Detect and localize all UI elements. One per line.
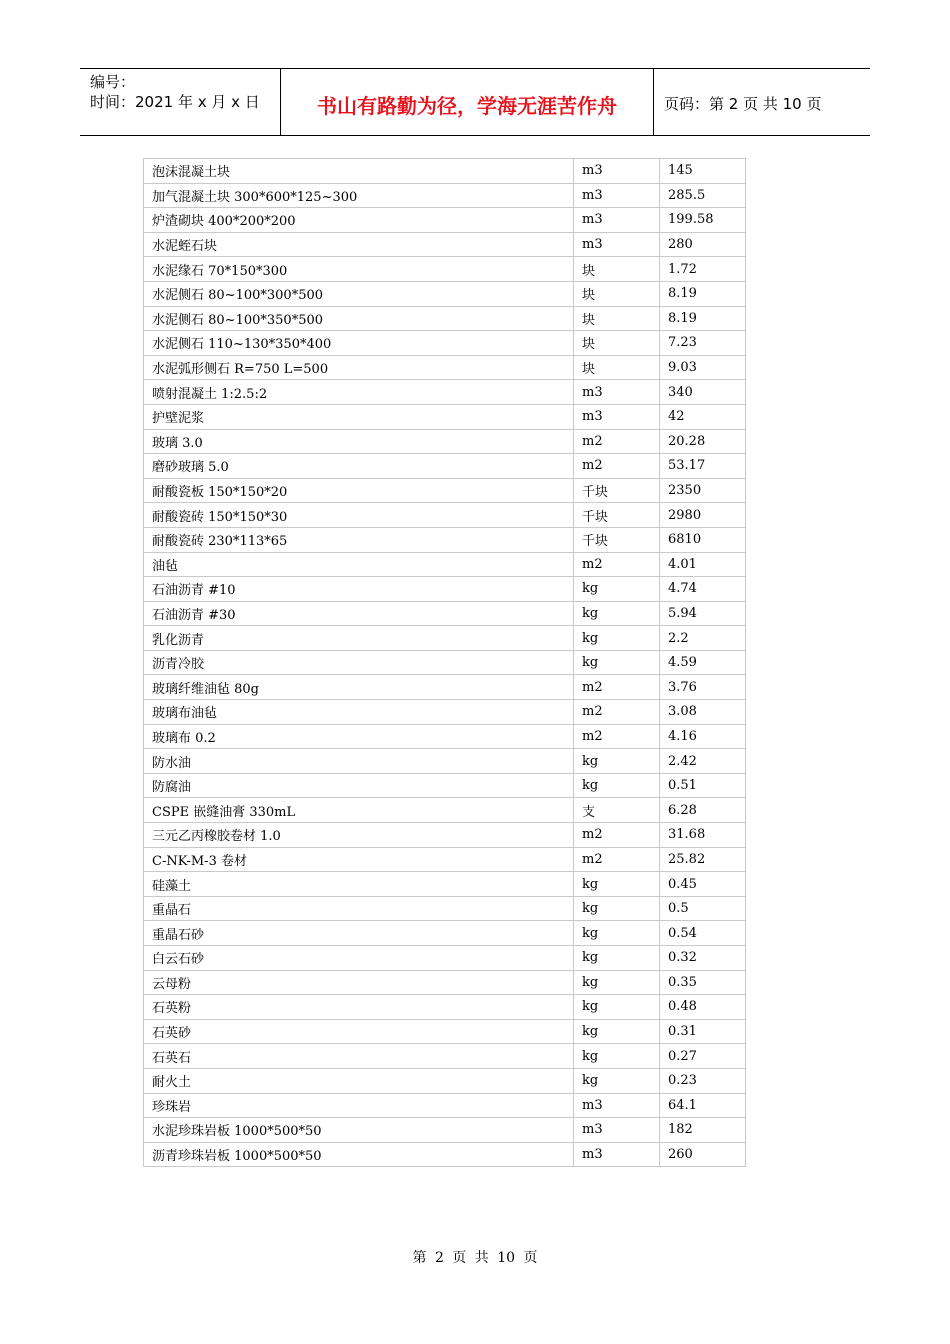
material-name-cell: 泡沫混凝土块 bbox=[144, 159, 574, 184]
material-name-cell: 护壁泥浆 bbox=[144, 404, 574, 429]
price-cell: 2.42 bbox=[660, 749, 746, 774]
material-name-cell: CSPE 嵌缝油膏 330mL bbox=[144, 798, 574, 823]
table-row bbox=[144, 208, 746, 233]
unit-cell: kg bbox=[574, 970, 660, 995]
material-name-cell: 重晶石砂 bbox=[144, 921, 574, 946]
unit-cell: kg bbox=[574, 749, 660, 774]
page-footer: 第 2 页 共 10 页 bbox=[412, 1250, 538, 1266]
unit-cell: m3 bbox=[574, 159, 660, 184]
material-name-cell: 硅藻土 bbox=[144, 872, 574, 897]
unit-cell: kg bbox=[574, 872, 660, 897]
price-cell: 53.17 bbox=[660, 454, 746, 479]
table-row bbox=[144, 749, 746, 774]
material-name-cell: 石英砂 bbox=[144, 1019, 574, 1044]
price-cell: 42 bbox=[660, 404, 746, 429]
header-page-info: 页码：第 2 页 共 10 页 bbox=[664, 94, 822, 113]
unit-cell: kg bbox=[574, 650, 660, 675]
table-row bbox=[144, 724, 746, 749]
unit-cell: kg bbox=[574, 921, 660, 946]
unit-cell: kg bbox=[574, 773, 660, 798]
material-name-cell: 加气混凝土块 300*600*125~300 bbox=[144, 183, 574, 208]
table-row bbox=[144, 1142, 746, 1167]
table-row bbox=[144, 921, 746, 946]
table-row bbox=[144, 232, 746, 257]
table-row bbox=[144, 970, 746, 995]
table-row bbox=[144, 355, 746, 380]
material-name-cell: 石英粉 bbox=[144, 995, 574, 1020]
unit-cell: m3 bbox=[574, 404, 660, 429]
header-meta bbox=[80, 69, 281, 135]
unit-cell: m2 bbox=[574, 675, 660, 700]
price-cell: 1.72 bbox=[660, 257, 746, 282]
table-row bbox=[144, 527, 746, 552]
unit-cell: kg bbox=[574, 896, 660, 921]
material-name-cell: 沥青冷胶 bbox=[144, 650, 574, 675]
table-row bbox=[144, 847, 746, 872]
table-row bbox=[144, 650, 746, 675]
price-cell: 0.31 bbox=[660, 1019, 746, 1044]
unit-cell: kg bbox=[574, 1019, 660, 1044]
material-name-cell: 油毡 bbox=[144, 552, 574, 577]
table-row bbox=[144, 577, 746, 602]
material-name-cell: 水泥侧石 80~100*350*500 bbox=[144, 306, 574, 331]
table-row bbox=[144, 1019, 746, 1044]
material-price-table-body bbox=[144, 159, 746, 1167]
price-cell: 4.74 bbox=[660, 577, 746, 602]
table-row bbox=[144, 700, 746, 725]
table-row bbox=[144, 183, 746, 208]
material-name-cell: 防水油 bbox=[144, 749, 574, 774]
price-cell: 25.82 bbox=[660, 847, 746, 872]
price-cell: 4.01 bbox=[660, 552, 746, 577]
material-name-cell: 水泥蛭石块 bbox=[144, 232, 574, 257]
unit-cell: m2 bbox=[574, 724, 660, 749]
price-cell: 4.59 bbox=[660, 650, 746, 675]
table-row bbox=[144, 675, 746, 700]
price-cell: 0.23 bbox=[660, 1068, 746, 1093]
material-name-cell: 石油沥青 #30 bbox=[144, 601, 574, 626]
time-label: 时间：2021 年 x 月 x 日 bbox=[90, 93, 260, 111]
table-row bbox=[144, 995, 746, 1020]
material-name-cell: 耐火土 bbox=[144, 1068, 574, 1093]
price-cell: 64.1 bbox=[660, 1093, 746, 1118]
table-row bbox=[144, 478, 746, 503]
unit-cell: m3 bbox=[574, 1093, 660, 1118]
unit-cell: m2 bbox=[574, 823, 660, 848]
table-row bbox=[144, 872, 746, 897]
table-row bbox=[144, 552, 746, 577]
unit-cell: m2 bbox=[574, 429, 660, 454]
price-cell: 6.28 bbox=[660, 798, 746, 823]
material-name-cell: 珍珠岩 bbox=[144, 1093, 574, 1118]
table-row bbox=[144, 946, 746, 971]
unit-cell: m3 bbox=[574, 380, 660, 405]
material-name-cell: 石英石 bbox=[144, 1044, 574, 1069]
unit-cell: m2 bbox=[574, 700, 660, 725]
table-row bbox=[144, 1118, 746, 1143]
price-cell: 4.16 bbox=[660, 724, 746, 749]
material-name-cell: 石油沥青 #10 bbox=[144, 577, 574, 602]
unit-cell: m3 bbox=[574, 1118, 660, 1143]
price-cell: 0.45 bbox=[660, 872, 746, 897]
unit-cell: m3 bbox=[574, 183, 660, 208]
table-row bbox=[144, 798, 746, 823]
table-row bbox=[144, 380, 746, 405]
table-row bbox=[144, 626, 746, 651]
unit-cell: 支 bbox=[574, 798, 660, 823]
material-name-cell: 水泥珍珠岩板 1000*500*50 bbox=[144, 1118, 574, 1143]
unit-cell: 块 bbox=[574, 331, 660, 356]
material-name-cell: 三元乙丙橡胶卷材 1.0 bbox=[144, 823, 574, 848]
table-row bbox=[144, 257, 746, 282]
table-row bbox=[144, 503, 746, 528]
table-row bbox=[144, 1093, 746, 1118]
price-cell: 0.27 bbox=[660, 1044, 746, 1069]
price-cell: 3.08 bbox=[660, 700, 746, 725]
material-name-cell: 玻璃布油毡 bbox=[144, 700, 574, 725]
material-name-cell: 白云石砂 bbox=[144, 946, 574, 971]
unit-cell: m3 bbox=[574, 208, 660, 233]
unit-cell: kg bbox=[574, 577, 660, 602]
material-name-cell: 耐酸瓷砖 150*150*30 bbox=[144, 503, 574, 528]
table-row bbox=[144, 896, 746, 921]
unit-cell: 千块 bbox=[574, 527, 660, 552]
price-cell: 285.5 bbox=[660, 183, 746, 208]
unit-cell: kg bbox=[574, 1068, 660, 1093]
material-name-cell: 玻璃布 0.2 bbox=[144, 724, 574, 749]
material-name-cell: 玻璃纤维油毡 80g bbox=[144, 675, 574, 700]
price-cell: 0.48 bbox=[660, 995, 746, 1020]
price-cell: 260 bbox=[660, 1142, 746, 1167]
material-name-cell: 玻璃 3.0 bbox=[144, 429, 574, 454]
material-name-cell: 水泥弧形侧石 R=750 L=500 bbox=[144, 355, 574, 380]
price-cell: 2980 bbox=[660, 503, 746, 528]
price-cell: 3.76 bbox=[660, 675, 746, 700]
price-cell: 5.94 bbox=[660, 601, 746, 626]
unit-cell: m2 bbox=[574, 847, 660, 872]
table-row bbox=[144, 331, 746, 356]
material-name-cell: 耐酸瓷砖 230*113*65 bbox=[144, 527, 574, 552]
material-name-cell: 水泥侧石 80~100*300*500 bbox=[144, 281, 574, 306]
material-name-cell: 水泥缘石 70*150*300 bbox=[144, 257, 574, 282]
unit-cell: m2 bbox=[574, 552, 660, 577]
unit-cell: 块 bbox=[574, 281, 660, 306]
price-cell: 2350 bbox=[660, 478, 746, 503]
unit-cell: 千块 bbox=[574, 503, 660, 528]
unit-cell: m3 bbox=[574, 1142, 660, 1167]
price-cell: 0.35 bbox=[660, 970, 746, 995]
price-cell: 145 bbox=[660, 159, 746, 184]
number-label: 编号： bbox=[90, 73, 136, 91]
unit-cell: 千块 bbox=[574, 478, 660, 503]
unit-cell: kg bbox=[574, 946, 660, 971]
table-row bbox=[144, 454, 746, 479]
unit-cell: kg bbox=[574, 626, 660, 651]
price-cell: 199.58 bbox=[660, 208, 746, 233]
price-cell: 9.03 bbox=[660, 355, 746, 380]
material-name-cell: 重晶石 bbox=[144, 896, 574, 921]
material-name-cell: 沥青珍珠岩板 1000*500*50 bbox=[144, 1142, 574, 1167]
unit-cell: 块 bbox=[574, 306, 660, 331]
material-name-cell: 乳化沥青 bbox=[144, 626, 574, 651]
material-name-cell: 水泥侧石 110~130*350*400 bbox=[144, 331, 574, 356]
unit-cell: 块 bbox=[574, 355, 660, 380]
table-row bbox=[144, 601, 746, 626]
table-row bbox=[144, 306, 746, 331]
price-cell: 31.68 bbox=[660, 823, 746, 848]
material-name-cell: 耐酸瓷板 150*150*20 bbox=[144, 478, 574, 503]
table-row bbox=[144, 159, 746, 184]
unit-cell: 块 bbox=[574, 257, 660, 282]
material-name-cell: 喷射混凝土 1:2.5:2 bbox=[144, 380, 574, 405]
header-motto: 书山有路勤为径，学海无涯苦作舟 bbox=[281, 69, 654, 135]
page-header bbox=[80, 68, 870, 136]
material-name-cell: 炉渣砌块 400*200*200 bbox=[144, 208, 574, 233]
material-name-cell: 云母粉 bbox=[144, 970, 574, 995]
price-cell: 0.5 bbox=[660, 896, 746, 921]
table-row bbox=[144, 1068, 746, 1093]
material-price-table bbox=[143, 158, 746, 1167]
price-cell: 6810 bbox=[660, 527, 746, 552]
table-row bbox=[144, 429, 746, 454]
price-cell: 7.23 bbox=[660, 331, 746, 356]
unit-cell: m2 bbox=[574, 454, 660, 479]
unit-cell: kg bbox=[574, 995, 660, 1020]
table-row bbox=[144, 823, 746, 848]
table-row bbox=[144, 1044, 746, 1069]
unit-cell: m3 bbox=[574, 232, 660, 257]
price-cell: 0.32 bbox=[660, 946, 746, 971]
price-cell: 20.28 bbox=[660, 429, 746, 454]
material-name-cell: C-NK-M-3 卷材 bbox=[144, 847, 574, 872]
material-name-cell: 磨砂玻璃 5.0 bbox=[144, 454, 574, 479]
price-cell: 0.51 bbox=[660, 773, 746, 798]
price-cell: 340 bbox=[660, 380, 746, 405]
unit-cell: kg bbox=[574, 1044, 660, 1069]
price-cell: 280 bbox=[660, 232, 746, 257]
table-row bbox=[144, 281, 746, 306]
price-cell: 182 bbox=[660, 1118, 746, 1143]
table-row bbox=[144, 404, 746, 429]
price-cell: 8.19 bbox=[660, 306, 746, 331]
unit-cell: kg bbox=[574, 601, 660, 626]
price-cell: 0.54 bbox=[660, 921, 746, 946]
price-cell: 8.19 bbox=[660, 281, 746, 306]
table-row bbox=[144, 773, 746, 798]
material-name-cell: 防腐油 bbox=[144, 773, 574, 798]
price-cell: 2.2 bbox=[660, 626, 746, 651]
